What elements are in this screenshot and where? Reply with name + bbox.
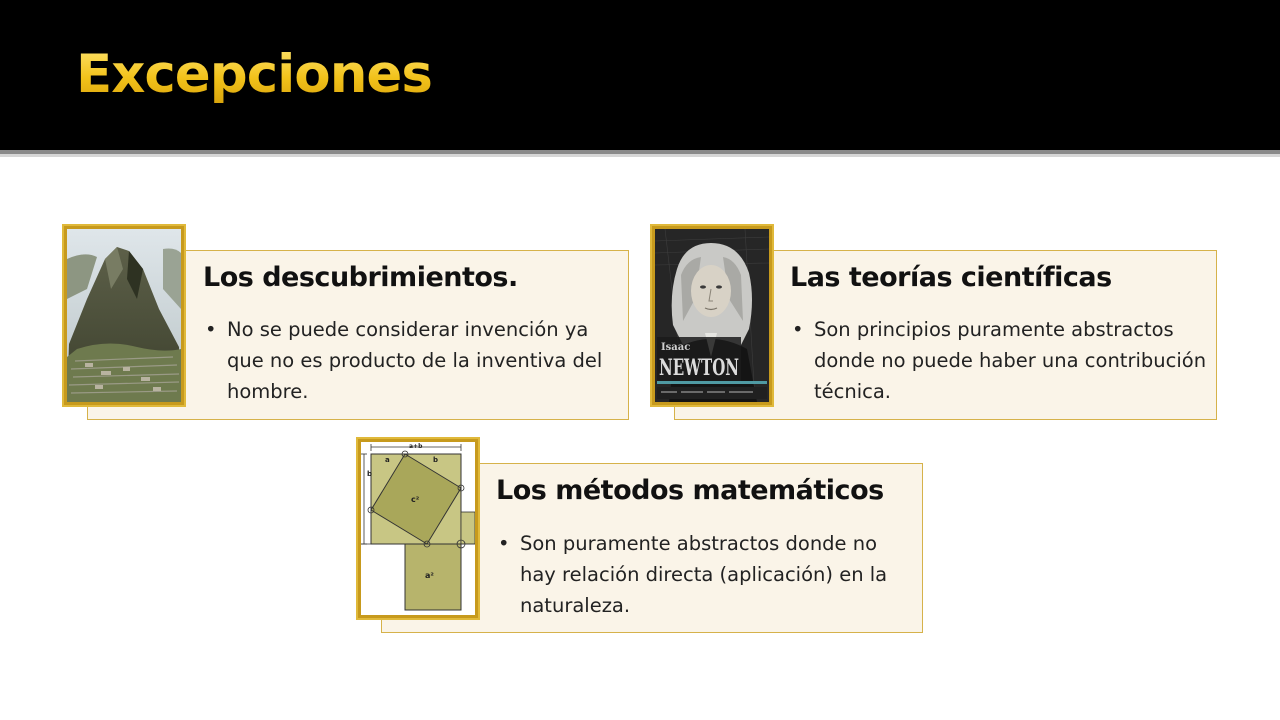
card-bullet: • No se puede considerar invención ya que no es producto de la inventiva del hombre. xyxy=(205,314,625,407)
mountain-ruins-image xyxy=(62,224,186,407)
card-heading: Los descubrimientos. xyxy=(203,262,518,293)
pythagorean-diagram-image xyxy=(356,437,480,620)
card-bullet: • Son puramente abstractos donde no hay relación directa (aplicación) en la naturaleza. xyxy=(498,528,918,621)
card-heading: Las teorías científicas xyxy=(790,262,1112,293)
card-heading: Los métodos matemáticos xyxy=(496,475,884,506)
pythagorean-diagram-illustration xyxy=(361,442,475,615)
mountain-ruins-illustration xyxy=(67,229,181,402)
card-bullet: • Son principios puramente abstractos donde no puede haber una contribución técnica. xyxy=(792,314,1212,407)
portrait-caption-last: NEWTON xyxy=(659,355,739,381)
label-c-squared: c² xyxy=(411,495,420,504)
slide-title: Excepciones xyxy=(76,44,432,105)
newton-portrait-image xyxy=(650,224,774,407)
label-a-squared: a² xyxy=(425,571,434,580)
title-divider-shadow xyxy=(0,154,1280,157)
label-a: a xyxy=(385,456,390,464)
label-b-side: b xyxy=(367,470,373,478)
newton-portrait-illustration xyxy=(655,229,769,402)
label-b-top: b xyxy=(433,456,439,464)
label-a-plus-b: a+b xyxy=(409,443,423,450)
portrait-caption-first: Isaac xyxy=(661,342,691,353)
title-bar xyxy=(0,0,1280,150)
